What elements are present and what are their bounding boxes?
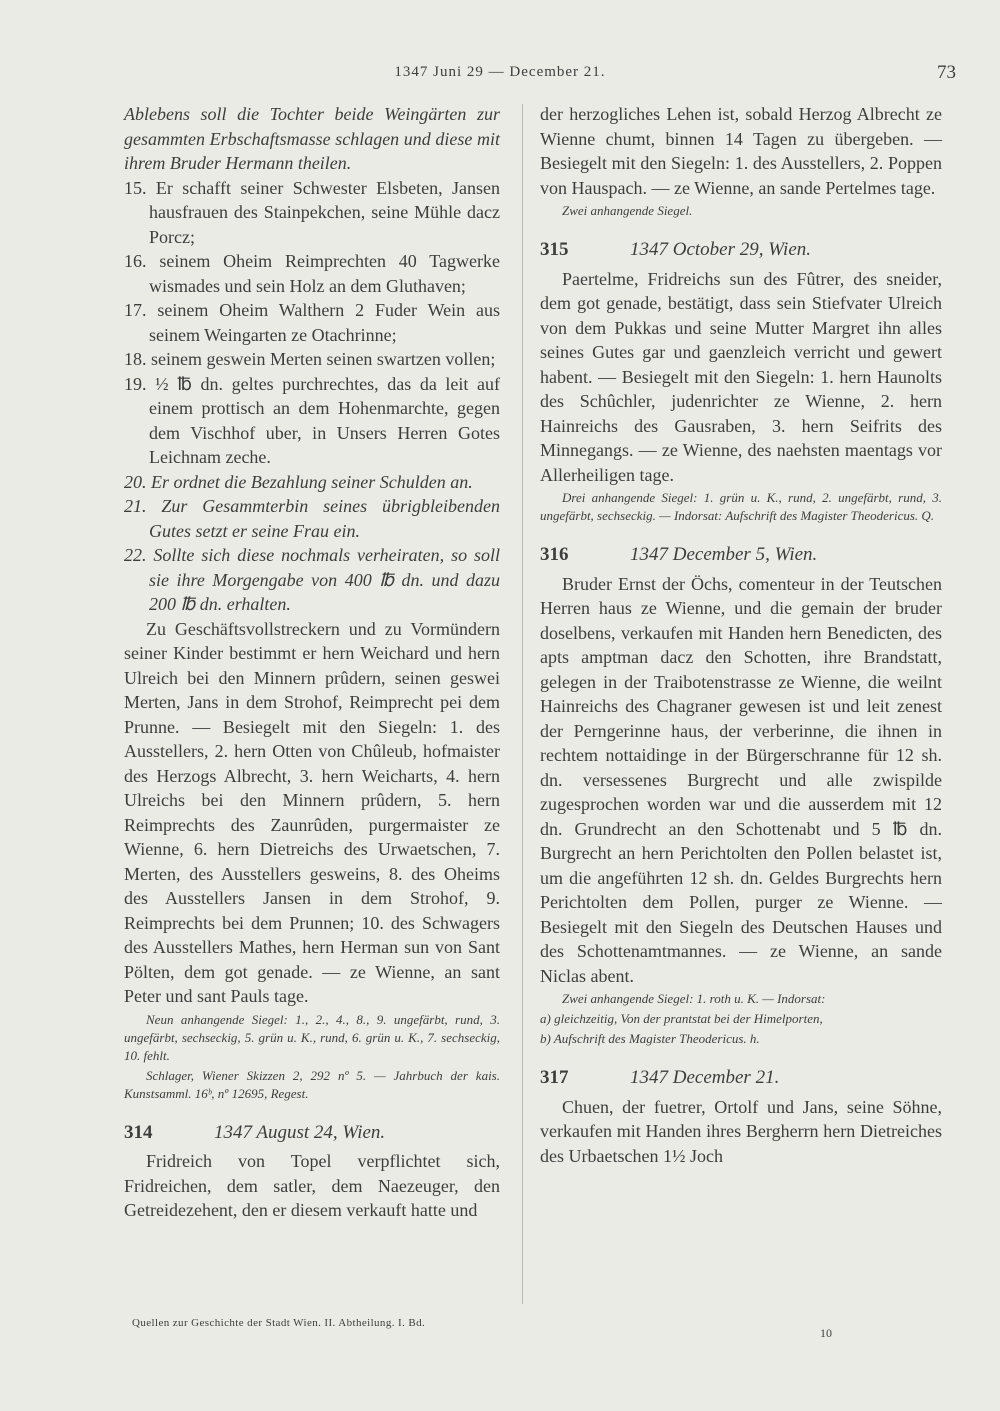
page-number: 73	[937, 62, 956, 83]
endorsement-note-a: a) gleichzeitig, Von der prantstat bei der Himelporten,	[540, 1011, 823, 1026]
document-text: Paertelme, Fridreichs sun des Fûtrer, des sneider, dem got genade, bestätigt, dass sein Stiefvater Ulreich von dem Pukkas und seine Mutter Margret ihn alles seines Gutes gar und gaenzleich verricht und gewert habent. — Besiegelt mit den Siegeln: 1. hern Haunolts des Schûchler, judenrichter ze Wienne, 2. hern Hainreichs des Gausraben, 3. hern Seifrits des Minnegangs. — ze Wienne, des naehsten maentags vor Allerheiligen tage.	[540, 268, 942, 485]
list-item-18: 18. seinem geswein Merten seinen swartzen vollen;	[124, 349, 496, 369]
document-text: Bruder Ernst der Öchs, comenteur in der Teutschen Herren haus ze Wienne, und die gemain der bruder doselbens, verkaufen mit Handen hern Benedicten, des apts amptman dacz den Schotten, ihre Brandstatt, gelegen in der Traibotenstrasse ze Wienne, die weilnt Hainreichs des Chagraner gewesen ist und leit zenest der Perngerinne haus, der verberinne, die ihnen in rechtem nottaidinge in der Bürgerschranne für 12 sh. dn. versessenes Burgrecht und alle zwispilde zugesprochen worden war und die ausserdem mit 12 dn. Grundrecht an den Schottenabt und 5 ℔ dn. Burgrecht an hern Perichtolten den Pollen belastet ist, um die angeführten 12 sh. dn. Geldes Burgrechts hern Perichtolten dem Pollen, purger ze Wienne. — Besiegelt mit den Siegeln des Deutschen Hauses und des Schottenamtmannes. — ze Wienne, an sande Niclas abent.	[540, 573, 942, 986]
list-item-21: 21. Zur Gesammterbin seines übrigbleibenden Gutes setzt er seine Frau ein.	[124, 496, 500, 541]
list-item-19: 19. ½ ℔ dn. geltes purchrechtes, das da leit auf einem prottisch an dem Hohenmarchte, gegen dem Vischhof uber, in Unsers Herren Gotes Leichnam zeche.	[124, 373, 500, 467]
document-heading-314	[124, 1121, 500, 1146]
footer-source: Quellen zur Geschichte der Stadt Wien. II. Abtheilung. I. Bd.	[132, 1317, 426, 1329]
document-date: 1347 October 29, Wien.	[630, 239, 812, 260]
document-text: Fridreich von Topel verpflichtet sich, Fridreichen, dem satler, dem Naezeuger, den Getreidezehent, den er diesem verkauft hatte und	[124, 1151, 500, 1220]
right-column	[540, 102, 942, 1168]
document-number: 314	[124, 1121, 153, 1143]
left-column	[124, 102, 500, 1223]
document-number: 316	[540, 544, 569, 565]
document-number: 315	[540, 239, 569, 260]
continuation-text: der herzogliches Lehen ist, sobald Herzog Albrecht ze Wienne chumt, binnen 14 Tagen zu übergeben. — Besiegelt mit den Siegeln: 1. des Ausstellers, 2. Poppen von Hauspach. — ze Wienne, an sande Pertelmes tage.	[540, 104, 942, 198]
document-date: 1347 December 21.	[630, 1067, 780, 1088]
document-text: Chuen, der fuetrer, Ortolf und Jans, seine Söhne, verkaufen mit Handen ihres Bergherrn hern Dietreiches des Urbaetschen 1½ Joch	[540, 1096, 942, 1166]
running-head	[0, 62, 1000, 86]
running-head-date-range: 1347 Juni 29 — December 21.	[394, 64, 606, 80]
document-heading-317	[540, 1066, 942, 1091]
seal-note: Neun anhangende Siegel: 1., 2., 4., 8., 9. ungefärbt, rund, 3. ungefärbt, sechseckig, 5. grün u. K., rund, 6. grün u. K., 7. sechseckig, 10. fehlt.	[124, 1011, 500, 1063]
document-date: 1347 December 5, Wien.	[630, 544, 818, 565]
list-item-16: 16. seinem Oheim Reimprechten 40 Tagwerke wismades und sein Holz an dem Gluthaven;	[124, 251, 500, 296]
seal-note: Drei anhangende Siegel: 1. grün u. K., rund, 2. ungefärbt, rund, 3. ungefärbt, sechseckig. — Indorsat: Aufschrift des Magister Theodericus. Q.	[540, 490, 942, 523]
executors-paragraph: Zu Geschäftsvollstreckern und zu Vormündern seiner Kinder bestimmt er hern Weichard und hern Ulreich bei den Minnern prûdern, seinen geswei Merten, Jans in dem Strohof, Reimprecht pei dem Prunne. — Besiegelt mit den Siegeln: 1. des Ausstellers, 2. hern Otten von Chûleub, hofmaister des Herzogs Albrecht, 3. hern Weicharts, 4. hern Ulreichs bei den Minnern prûdern, 5. hern Reimprechts des Zaunrûden, purgermaister ze Wienne, 6. hern Dietreichs des Urwaetschen, 7. Merten, des Ausstellers gesweins, 8. des Oheims des Ausstellers Jansen in dem Strohof, 9. Reimprechts bei dem Prunnen; 10. des Schwagers des Ausstellers Mathes, hern Herman sun von Sant Pölten, dem got genade. — ze Wienne, an sant Peter und sant Pauls tage.	[124, 618, 500, 1006]
list-item-22: 22. Sollte sich diese nochmals verheiraten, so soll sie ihre Morgengabe von 400 ℔ dn. und dazu 200 ℔ dn. erhalten.	[124, 545, 500, 614]
literature-note: Schlager, Wiener Skizzen 2, 292 nº 5. — Jahrbuch der kais. Kunstsamml. 16ᵇ, nº 12695, Regest.	[124, 1067, 500, 1101]
list-item-17: 17. seinem Oheim Walthern 2 Fuder Wein aus seinem Weingarten ze Otachrinne;	[124, 300, 500, 345]
continuation-text: Ablebens soll die Tochter beide Weingärten zur gesammten Erbschaftsmasse schlagen und diese mit ihrem Bruder Hermann theilen.	[124, 104, 500, 173]
list-item-15: 15. Er schafft seiner Schwester Elsbeten, Jansen hausfrauen des Stainpekchen, seine Mühle dacz Porcz;	[124, 177, 500, 247]
document-number: 317	[540, 1067, 569, 1088]
document-date: 1347 August 24, Wien.	[214, 1121, 386, 1143]
list-item-20: 20. Er ordnet die Bezahlung seiner Schulden an.	[124, 471, 473, 492]
endorsement-note-b: b) Aufschrift des Magister Theodericus. h.	[540, 1031, 760, 1046]
seal-note: Zwei anhangende Siegel: 1. roth u. K. — Indorsat:	[562, 991, 826, 1006]
signature-mark: 10	[820, 1326, 832, 1340]
document-heading-316	[540, 543, 942, 568]
column-divider	[522, 104, 523, 1304]
document-heading-315	[540, 238, 942, 263]
seal-note: Zwei anhangende Siegel.	[562, 203, 693, 218]
